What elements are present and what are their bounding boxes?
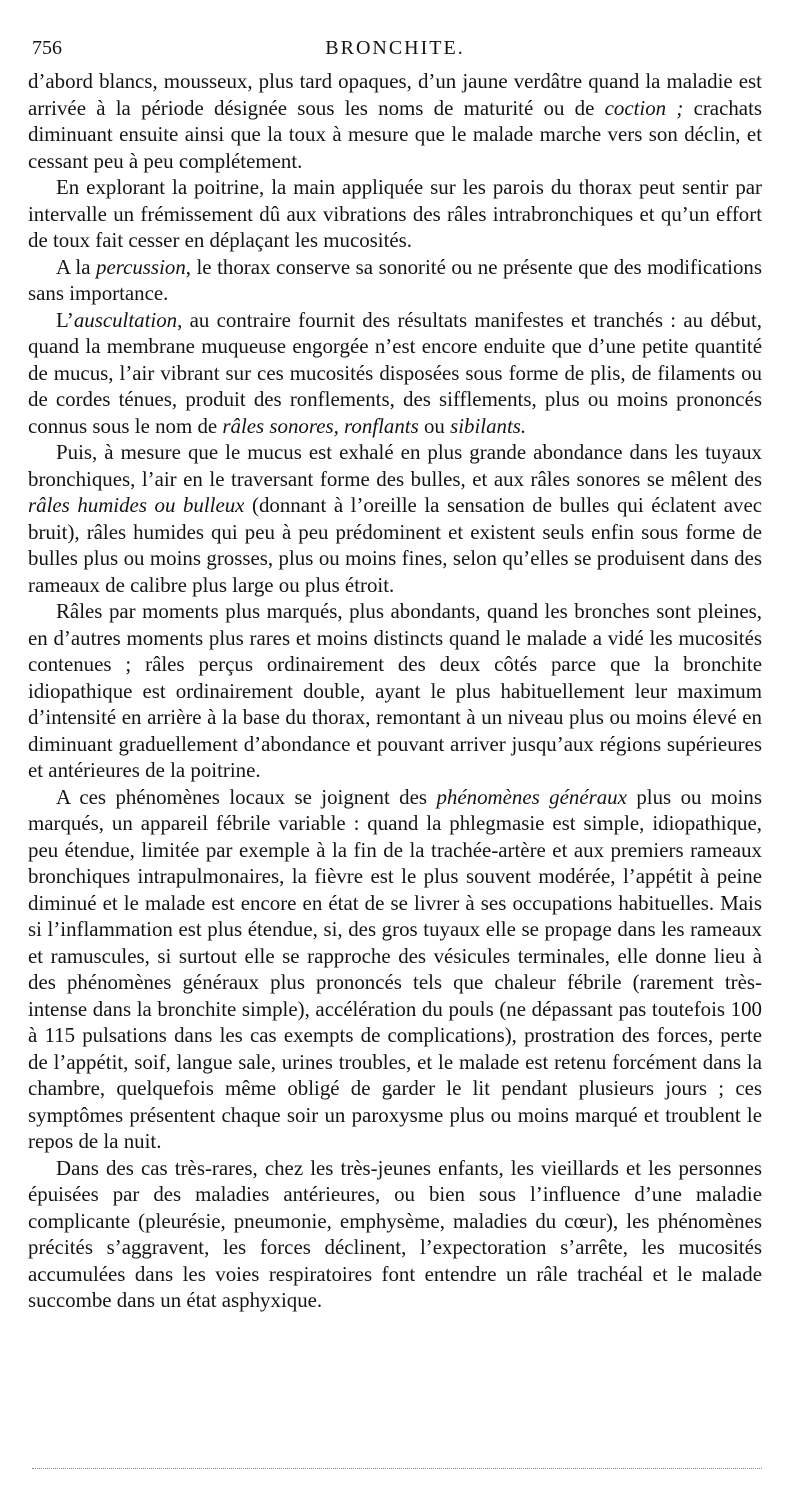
page-number: 756 xyxy=(32,37,62,59)
text-run: A la xyxy=(56,254,97,279)
italic-text: râles sonores, ronflants xyxy=(222,413,419,438)
text-run: L’ xyxy=(56,307,74,332)
document-page xyxy=(28,28,762,1314)
page-header xyxy=(28,28,762,68)
text-run: A ces phénomènes locaux se joignent des xyxy=(56,784,437,809)
text-run: ou xyxy=(418,413,451,438)
text-run: Râles par moments plus marqués, plus abondants, quand les bronches sont pleines, en d’autres moments plus rares et moins distincts quand le malade a vidé les mucosités contenues ; râles perçus ordinairement des deux côtés parce que la bronchite idiopathique est ordinairement double, ayant le plus habituellement leur maximum d’intensité en arrière à la base du thorax, remontant à un niveau plus ou moins élevé en diminuant graduellement d’abondance et pouvant arriver jusqu’aux régions supérieures et antérieures de la poitrine. xyxy=(28,599,762,782)
italic-text: râles humides ou bulleux xyxy=(28,493,245,517)
paragraph xyxy=(28,174,762,254)
text-run: Puis, à mesure que le mucus est exhalé en plus grande abondance dans les tuyaux bronchiques, l’air en le traversant forme des bulles, et aux râles sonores se mêlent des xyxy=(28,440,762,491)
text-run: d’abord blancs, mousseux, plus tard opaques, d’un jaune verdâtre quand la maladie est arrivée à la période désignée sous les noms de maturité ou de xyxy=(28,69,762,120)
paragraph xyxy=(28,439,762,598)
paragraph xyxy=(28,1155,762,1314)
footer-rule xyxy=(32,1468,762,1469)
text-run: plus ou moins marqués, un appareil fébrile variable : quand la phlegmasie est simple, idiopathique, peu étendue, limitée par exemple à la fin de la trachée-artère et aux premiers rameaux bronchiques intrapulmonaires, la fièvre est le plus souvent modérée, l’appétit à peine diminué et le malade est encore en état de se livrer à ses occupations habituelles. Mais si l’inflammation est plus étendue, si, des gros tuyaux elle se propage dans les rameaux et ramuscules, si surtout elle se rapproche des vésicules terminales, elle donne lieu à des phénomènes généraux plus prononcés tels que chaleur fébrile (rarement très-intense dans la bronchite simple), accélération du pouls (ne dépassant pas toutefois 100 à 115 pulsations dans les cas exempts de complications), prostration des forces, perte de l’appétit, soif, langue sale, urines troubles, et le malade est retenu forcément dans la chambre, quelquefois même obligé de garder le lit pendant plusieurs jours ; ces symptômes présentent chaque soir un paroxysme plus ou moins marqué et troublent le repos de la nuit. xyxy=(28,784,762,1153)
italic-text: auscultation xyxy=(73,307,178,332)
italic-text: sibilants. xyxy=(450,413,527,438)
italic-text: percussion xyxy=(96,254,186,279)
running-title: BRONCHITE. xyxy=(325,37,465,59)
italic-text: coction ; xyxy=(604,95,684,120)
paragraph xyxy=(28,598,762,784)
paragraph xyxy=(28,254,762,307)
text-run: , le thorax conserve sa sonorité ou ne présente que des modifications sans importance. xyxy=(28,254,762,305)
text-run: Dans des cas très-rares, chez les très-jeunes enfants, les vieillards et les personnes épuisées par des maladies antérieures, ou bien sous l’influence d’une maladie complicante (pleurésie, pneumonie, emphysème, maladies du cœur), les phénomènes précités s’aggravent, les forces déclinent, l’expectoration s’arrête, les mucosités accumulées dans les voies respiratoires font entendre un râle trachéal et le malade succombe dans un état asphyxique. xyxy=(28,1155,762,1312)
text-run: (donnant à l’oreille la sensation de bulles qui éclatent avec bruit), râles humides qui peu à peu prédominent et existent seuls enfin sous forme de bulles plus ou moins grosses, plus ou moins fines, selon qu’elles se produisent dans des rameaux de calibre plus large ou plus étroit. xyxy=(28,493,762,597)
text-run: crachats diminuant ensuite ainsi que la toux à mesure que le malade marche vers son déclin, et cessant peu à peu complétement. xyxy=(28,95,763,173)
paragraph xyxy=(28,307,762,440)
paragraph xyxy=(28,68,762,174)
paragraph xyxy=(28,784,762,1155)
body-text xyxy=(28,68,762,1314)
text-run: , au contraire fournit des résultats manifestes et tranchés : au début, quand la membrane muqueuse engorgée n’est encore enduite que d’une petite quantité de mucus, l’air vibrant sur ces mucosités disposées sous forme de plis, de filaments ou de cordes ténues, produit des ronflements, des sifflements, plus ou moins prononcés connus sous le nom de xyxy=(28,307,762,438)
text-run: En explorant la poitrine, la main appliquée sur les parois du thorax peut sentir par intervalle un frémissement dû aux vibrations des râles intrabronchiques et qu’un effort de toux fait cesser en déplaçant les mucosités. xyxy=(28,175,762,252)
italic-text: phénomènes généraux xyxy=(436,784,627,809)
